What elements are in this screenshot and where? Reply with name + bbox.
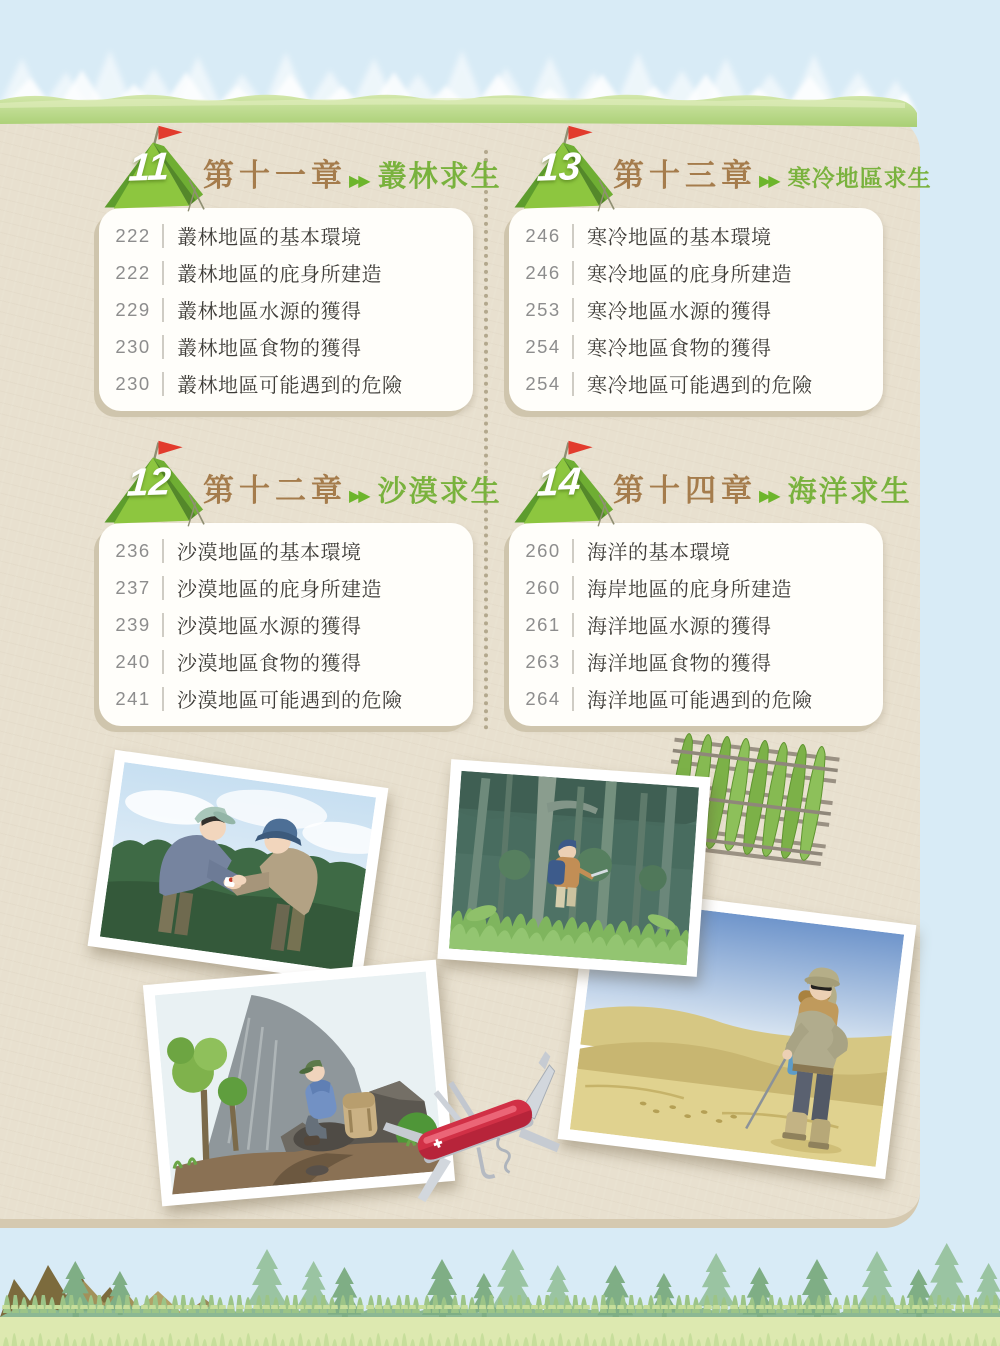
content-card (0, 116, 932, 1228)
toc-entry-title: 沙漠地區的庇身所建造 (177, 579, 382, 601)
chapter-toc-box (509, 208, 883, 411)
chapter-header (203, 150, 502, 195)
toc-entry-divider (162, 539, 164, 563)
toc-entry-page: 246 (525, 224, 561, 246)
toc-entry-divider (162, 650, 164, 674)
double-arrow-icon: ▶▶ (349, 173, 368, 190)
toc-entry-title: 叢林地區的庇身所建造 (177, 264, 382, 286)
toc-entry (109, 328, 461, 365)
toc-entry-title: 沙漠地區的基本環境 (177, 542, 362, 564)
chapter-number: 12 (125, 460, 173, 505)
toc-entry-page: 254 (525, 372, 561, 394)
toc-entry-page: 239 (115, 613, 151, 635)
swiss-army-knife-illustration (382, 1048, 572, 1208)
toc-entry-title: 沙漠地區水源的獲得 (177, 616, 362, 638)
toc-entry-page: 229 (115, 298, 151, 320)
toc-entry-divider (572, 613, 574, 637)
toc-entry-title: 寒冷地區水源的獲得 (587, 301, 772, 323)
chapter-subtitle: 叢林求生 (377, 161, 502, 193)
chapter-section-11 (95, 122, 502, 422)
toc-entry (519, 643, 871, 680)
toc-entry-page: 236 (115, 539, 151, 561)
toc-entry-page: 246 (525, 261, 561, 283)
toc-entry (109, 291, 461, 328)
toc-entry-divider (162, 224, 164, 248)
toc-entry-page: 253 (525, 298, 561, 320)
toc-entry (109, 643, 461, 680)
toc-entry-page: 240 (115, 650, 151, 672)
toc-entry-page: 260 (525, 539, 561, 561)
chapter-title: 第十一章 (203, 158, 347, 193)
photo-jungle-trek-scene (437, 759, 710, 977)
chapter-header (203, 465, 502, 510)
chapter-section-12 (95, 437, 502, 737)
toc-entry-title: 沙漠地區可能遇到的危險 (177, 690, 403, 712)
toc-entry-title: 海洋地區水源的獲得 (587, 616, 772, 638)
chapter-toc-box (509, 523, 883, 726)
toc-entry-divider (572, 372, 574, 396)
toc-entry-title: 海洋地區可能遇到的危險 (587, 690, 813, 712)
chapter-number: 13 (535, 145, 583, 190)
toc-entry (109, 606, 461, 643)
chapter-section-14 (505, 437, 912, 737)
toc-entry-divider (572, 687, 574, 711)
toc-entry-title: 叢林地區的基本環境 (177, 227, 362, 249)
toc-entry (519, 365, 871, 402)
chapter-toc-box (99, 208, 473, 411)
toc-entry-divider (572, 576, 574, 600)
toc-entry-page: 222 (115, 261, 151, 283)
chapter-subtitle: 寒冷地區求生 (787, 165, 932, 191)
toc-entry (109, 254, 461, 291)
chapter-header (613, 150, 932, 195)
toc-entry-divider (162, 576, 164, 600)
toc-entry-divider (572, 335, 574, 359)
toc-entry-page: 264 (525, 687, 561, 709)
toc-entry-title: 寒冷地區食物的獲得 (587, 338, 772, 360)
toc-entry (109, 680, 461, 717)
double-arrow-icon: ▶▶ (349, 488, 368, 505)
double-arrow-icon: ▶▶ (759, 173, 778, 190)
bottom-forest-decoration (0, 1221, 1000, 1346)
toc-entry (519, 606, 871, 643)
toc-entry-divider (162, 261, 164, 285)
toc-entry-page: 254 (525, 335, 561, 357)
toc-entry (109, 532, 461, 569)
toc-entry-title: 寒冷地區的庇身所建造 (587, 264, 792, 286)
toc-entry (519, 217, 871, 254)
toc-entry-title: 叢林地區可能遇到的危險 (177, 375, 403, 397)
toc-entry (519, 328, 871, 365)
chapter-number: 11 (127, 145, 171, 190)
toc-entry-page: 230 (115, 335, 151, 357)
toc-entry-title: 海洋的基本環境 (587, 542, 731, 564)
toc-entry-divider (572, 261, 574, 285)
toc-entry-divider (572, 650, 574, 674)
chapter-title: 第十二章 (203, 473, 347, 508)
chapter-section-13 (505, 122, 932, 422)
toc-entry-page: 237 (115, 576, 151, 598)
chapter-subtitle: 海洋求生 (787, 476, 912, 508)
toc-entry-divider (162, 372, 164, 396)
chapter-title: 第十三章 (613, 158, 757, 193)
toc-entry-divider (162, 613, 164, 637)
chapter-number: 14 (535, 460, 583, 505)
toc-entry-divider (162, 298, 164, 322)
toc-entry-page: 222 (115, 224, 151, 246)
toc-entry (519, 532, 871, 569)
toc-entry (109, 569, 461, 606)
toc-entry-title: 叢林地區水源的獲得 (177, 301, 362, 323)
toc-entry-title: 海岸地區的庇身所建造 (587, 579, 792, 601)
toc-entry-divider (572, 298, 574, 322)
toc-entry-divider (572, 539, 574, 563)
toc-entry-page: 230 (115, 372, 151, 394)
chapter-title: 第十四章 (613, 473, 757, 508)
toc-entry-title: 海洋地區食物的獲得 (587, 653, 772, 675)
chapter-subtitle: 沙漠求生 (377, 476, 502, 508)
toc-entry (109, 217, 461, 254)
toc-entry (109, 365, 461, 402)
toc-entry (519, 680, 871, 717)
double-arrow-icon: ▶▶ (759, 488, 778, 505)
toc-entry-page: 263 (525, 650, 561, 672)
chapter-toc-box (99, 523, 473, 726)
toc-entry-divider (572, 224, 574, 248)
toc-entry (519, 291, 871, 328)
toc-entry-title: 寒冷地區的基本環境 (587, 227, 772, 249)
chapter-header (613, 465, 912, 510)
toc-entry-page: 241 (115, 687, 151, 709)
toc-entry (519, 569, 871, 606)
photo-first-aid-scene (88, 750, 389, 984)
toc-entry-title: 寒冷地區可能遇到的危險 (587, 375, 813, 397)
toc-entry (519, 254, 871, 291)
toc-entry-title: 沙漠地區食物的獲得 (177, 653, 362, 675)
toc-entry-divider (162, 335, 164, 359)
toc-entry-divider (162, 687, 164, 711)
toc-entry-page: 260 (525, 576, 561, 598)
toc-entry-page: 261 (525, 613, 561, 635)
toc-entry-title: 叢林地區食物的獲得 (177, 338, 362, 360)
